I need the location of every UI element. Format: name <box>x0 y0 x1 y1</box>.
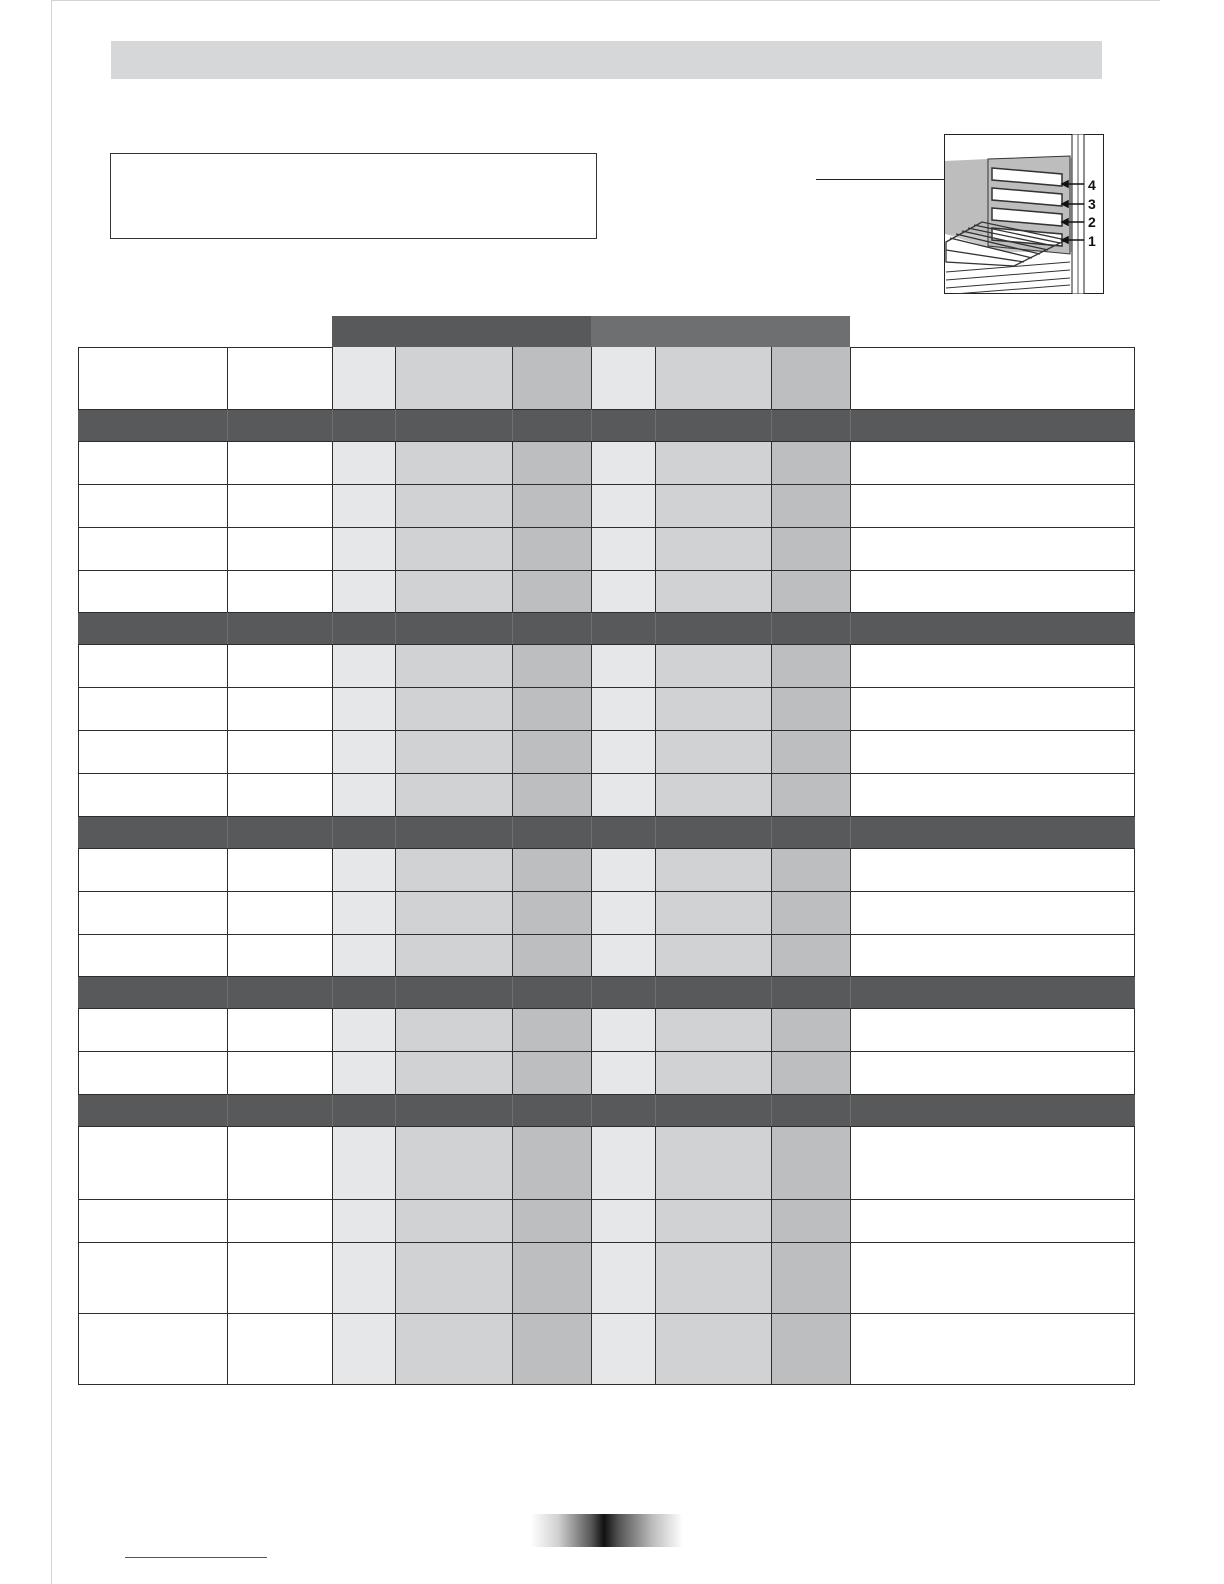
table-cell-8 <box>771 687 850 730</box>
table-cell-2 <box>227 891 332 934</box>
table-cell-4 <box>395 484 512 527</box>
table-cell-7 <box>655 1199 771 1242</box>
table-cell-8 <box>771 1199 850 1242</box>
table-cell-9 <box>850 1242 1135 1313</box>
section-cell-1 <box>78 409 227 441</box>
table-cell-6 <box>591 730 655 773</box>
table-row <box>78 934 1135 976</box>
section-cell-6 <box>591 816 655 848</box>
section-cell-8 <box>771 1094 850 1126</box>
table-cell-2 <box>227 848 332 891</box>
table-cell-9 <box>850 570 1135 612</box>
table-cell-8 <box>771 527 850 570</box>
table-row <box>78 527 1135 570</box>
table-cell-1 <box>78 1242 227 1313</box>
table-row <box>78 1126 1135 1199</box>
table-cell-1 <box>78 1199 227 1242</box>
table-cell-2 <box>227 1242 332 1313</box>
column-group-header-2 <box>591 316 850 348</box>
table-row <box>78 1008 1135 1051</box>
table-cell-4 <box>395 730 512 773</box>
table-cell-1 <box>78 934 227 976</box>
table-cell-5 <box>512 730 591 773</box>
table-cell-9 <box>850 1008 1135 1051</box>
table-cell-3 <box>332 570 395 612</box>
table-cell-3 <box>332 891 395 934</box>
section-cell-8 <box>771 976 850 1008</box>
table-cell-2 <box>227 730 332 773</box>
section-cell-4 <box>395 816 512 848</box>
table-cell-9 <box>850 773 1135 816</box>
shelf-label-2: 2 <box>1088 214 1096 230</box>
table-cell-2 <box>227 934 332 976</box>
table-cell-4 <box>395 848 512 891</box>
table-cell-5 <box>512 1242 591 1313</box>
oven-shelf-diagram <box>944 134 1104 294</box>
section-cell-6 <box>591 409 655 441</box>
table-cell-9 <box>850 441 1135 484</box>
table-cell-6 <box>591 1008 655 1051</box>
table-cell-3 <box>332 484 395 527</box>
table-cell-4 <box>395 891 512 934</box>
table-cell-1 <box>78 1126 227 1199</box>
table-cell-3 <box>332 527 395 570</box>
table-cell-3 <box>332 773 395 816</box>
page-top-edge <box>52 0 1160 1</box>
page-left-edge <box>51 0 52 1584</box>
section-cell-6 <box>591 1094 655 1126</box>
table-cell-8 <box>771 1126 850 1199</box>
table-cell-1 <box>78 1051 227 1094</box>
table-cell-8 <box>771 484 850 527</box>
table-row <box>78 1199 1135 1242</box>
table-cell-8 <box>771 441 850 484</box>
table-cell-9 <box>850 891 1135 934</box>
table-cell-7 <box>655 441 771 484</box>
table-cell-8 <box>771 1008 850 1051</box>
table-cell-4 <box>395 1313 512 1384</box>
table-cell-4 <box>395 934 512 976</box>
table-cell-5 <box>512 1126 591 1199</box>
table-cell-6 <box>591 570 655 612</box>
header-cell-5 <box>512 347 591 409</box>
table-row <box>78 687 1135 730</box>
table-cell-8 <box>771 1242 850 1313</box>
shelf-label-4: 4 <box>1088 177 1096 193</box>
table-cell-5 <box>512 644 591 687</box>
section-cell-3 <box>332 816 395 848</box>
table-cell-1 <box>78 527 227 570</box>
section-band-2 <box>78 612 1135 644</box>
table-cell-2 <box>227 1126 332 1199</box>
table-cell-2 <box>227 441 332 484</box>
table-cell-9 <box>850 1199 1135 1242</box>
table-cell-7 <box>655 773 771 816</box>
intro-text-box <box>110 153 597 239</box>
table-cell-3 <box>332 1008 395 1051</box>
section-cell-9 <box>850 816 1135 848</box>
table-cell-6 <box>591 1242 655 1313</box>
section-cell-1 <box>78 976 227 1008</box>
table-cell-7 <box>655 730 771 773</box>
section-cell-8 <box>771 409 850 441</box>
table-cell-1 <box>78 1008 227 1051</box>
table-cell-7 <box>655 934 771 976</box>
table-cell-5 <box>512 484 591 527</box>
table-cell-6 <box>591 1313 655 1384</box>
table-cell-5 <box>512 1051 591 1094</box>
section-cell-9 <box>850 409 1135 441</box>
table-cell-3 <box>332 441 395 484</box>
table-cell-8 <box>771 644 850 687</box>
table-cell-6 <box>591 1199 655 1242</box>
section-cell-4 <box>395 1094 512 1126</box>
table-cell-5 <box>512 1313 591 1384</box>
table-cell-1 <box>78 441 227 484</box>
table-cell-9 <box>850 687 1135 730</box>
table-cell-2 <box>227 1313 332 1384</box>
table-row <box>78 570 1135 612</box>
table-cell-2 <box>227 687 332 730</box>
table-cell-9 <box>850 1126 1135 1199</box>
table-cell-8 <box>771 934 850 976</box>
table-cell-7 <box>655 687 771 730</box>
table-cell-4 <box>395 527 512 570</box>
column-group-header-1 <box>332 316 591 348</box>
page-number-bar <box>531 1514 683 1547</box>
section-cell-5 <box>512 976 591 1008</box>
section-cell-2 <box>227 816 332 848</box>
table-cell-7 <box>655 1313 771 1384</box>
table-cell-2 <box>227 773 332 816</box>
table-cell-5 <box>512 1199 591 1242</box>
table-cell-7 <box>655 1126 771 1199</box>
table-cell-4 <box>395 1051 512 1094</box>
section-cell-3 <box>332 1094 395 1126</box>
table-row <box>78 891 1135 934</box>
table-cell-3 <box>332 687 395 730</box>
section-cell-4 <box>395 976 512 1008</box>
section-cell-5 <box>512 409 591 441</box>
header-cell-8 <box>771 347 850 409</box>
table-cell-4 <box>395 1242 512 1313</box>
table-cell-3 <box>332 1313 395 1384</box>
table-cell-9 <box>850 1313 1135 1384</box>
section-cell-3 <box>332 612 395 644</box>
section-cell-2 <box>227 612 332 644</box>
section-cell-9 <box>850 612 1135 644</box>
table-cell-1 <box>78 484 227 527</box>
cooking-table <box>78 347 1135 1385</box>
table-cell-2 <box>227 527 332 570</box>
table-cell-5 <box>512 848 591 891</box>
table-cell-3 <box>332 730 395 773</box>
table-cell-6 <box>591 527 655 570</box>
table-cell-4 <box>395 687 512 730</box>
section-cell-4 <box>395 409 512 441</box>
table-cell-2 <box>227 1008 332 1051</box>
section-band-4 <box>78 976 1135 1008</box>
table-cell-4 <box>395 570 512 612</box>
table-cell-8 <box>771 730 850 773</box>
table-cell-6 <box>591 1126 655 1199</box>
header-cell-9 <box>850 347 1135 409</box>
section-band-3 <box>78 816 1135 848</box>
table-cell-1 <box>78 730 227 773</box>
table-cell-6 <box>591 891 655 934</box>
table-cell-1 <box>78 570 227 612</box>
table-cell-2 <box>227 1199 332 1242</box>
table-cell-7 <box>655 570 771 612</box>
table-cell-5 <box>512 527 591 570</box>
section-cell-5 <box>512 816 591 848</box>
table-cell-8 <box>771 891 850 934</box>
table-row <box>78 773 1135 816</box>
section-cell-5 <box>512 1094 591 1126</box>
table-cell-2 <box>227 570 332 612</box>
table-cell-3 <box>332 644 395 687</box>
table-cell-4 <box>395 773 512 816</box>
section-cell-9 <box>850 976 1135 1008</box>
table-cell-7 <box>655 484 771 527</box>
table-cell-5 <box>512 773 591 816</box>
section-cell-2 <box>227 409 332 441</box>
footer-link-underline[interactable] <box>125 1557 267 1558</box>
table-cell-6 <box>591 848 655 891</box>
table-cell-1 <box>78 891 227 934</box>
section-cell-1 <box>78 612 227 644</box>
table-row <box>78 484 1135 527</box>
oven-interior-illustration <box>944 134 1104 294</box>
table-cell-9 <box>850 527 1135 570</box>
table-cell-7 <box>655 1008 771 1051</box>
table-cell-8 <box>771 1051 850 1094</box>
section-cell-6 <box>591 612 655 644</box>
table-cell-9 <box>850 644 1135 687</box>
header-cell-6 <box>591 347 655 409</box>
section-cell-9 <box>850 1094 1135 1126</box>
table-cell-6 <box>591 687 655 730</box>
table-cell-5 <box>512 441 591 484</box>
table-cell-4 <box>395 644 512 687</box>
table-cell-5 <box>512 891 591 934</box>
section-cell-7 <box>655 612 771 644</box>
table-cell-2 <box>227 644 332 687</box>
header-cell-7 <box>655 347 771 409</box>
table-cell-3 <box>332 1051 395 1094</box>
table-cell-7 <box>655 1051 771 1094</box>
table-cell-3 <box>332 1126 395 1199</box>
table-cell-6 <box>591 934 655 976</box>
table-cell-5 <box>512 1008 591 1051</box>
table-row <box>78 1313 1135 1384</box>
section-cell-2 <box>227 976 332 1008</box>
table-cell-4 <box>395 441 512 484</box>
table-cell-8 <box>771 1313 850 1384</box>
table-cell-3 <box>332 1242 395 1313</box>
table-row <box>78 730 1135 773</box>
table-cell-3 <box>332 848 395 891</box>
header-cell-3 <box>332 347 395 409</box>
table-cell-1 <box>78 848 227 891</box>
table-cell-8 <box>771 570 850 612</box>
section-cell-7 <box>655 409 771 441</box>
table-row <box>78 644 1135 687</box>
table-cell-6 <box>591 484 655 527</box>
section-cell-1 <box>78 816 227 848</box>
section-cell-6 <box>591 976 655 1008</box>
section-band-5 <box>78 1094 1135 1126</box>
table-cell-7 <box>655 1242 771 1313</box>
table-cell-6 <box>591 1051 655 1094</box>
table-cell-9 <box>850 1051 1135 1094</box>
section-cell-5 <box>512 612 591 644</box>
table-cell-9 <box>850 848 1135 891</box>
table-row <box>78 848 1135 891</box>
section-cell-8 <box>771 612 850 644</box>
table-cell-1 <box>78 644 227 687</box>
section-cell-4 <box>395 612 512 644</box>
table-cell-1 <box>78 773 227 816</box>
table-cell-7 <box>655 527 771 570</box>
table-cell-4 <box>395 1199 512 1242</box>
table-cell-1 <box>78 1313 227 1384</box>
table-row <box>78 441 1135 484</box>
table-row <box>78 1051 1135 1094</box>
table-cell-5 <box>512 570 591 612</box>
table-cell-9 <box>850 484 1135 527</box>
table-cell-1 <box>78 687 227 730</box>
table-row <box>78 1242 1135 1313</box>
table-cell-2 <box>227 1051 332 1094</box>
table-cell-3 <box>332 1199 395 1242</box>
section-cell-7 <box>655 976 771 1008</box>
table-header-row <box>78 347 1135 409</box>
table-cell-9 <box>850 934 1135 976</box>
table-cell-8 <box>771 773 850 816</box>
table-cell-6 <box>591 441 655 484</box>
table-cell-7 <box>655 644 771 687</box>
shelf-label-3: 3 <box>1088 196 1096 212</box>
header-cell-4 <box>395 347 512 409</box>
table-cell-5 <box>512 934 591 976</box>
section-cell-7 <box>655 816 771 848</box>
table-cell-7 <box>655 848 771 891</box>
header-cell-1 <box>78 347 227 409</box>
section-cell-2 <box>227 1094 332 1126</box>
section-cell-1 <box>78 1094 227 1126</box>
section-band-1 <box>78 409 1135 441</box>
header-cell-2 <box>227 347 332 409</box>
table-cell-2 <box>227 484 332 527</box>
shelf-label-1: 1 <box>1088 233 1096 249</box>
table-cell-3 <box>332 934 395 976</box>
table-cell-6 <box>591 773 655 816</box>
title-bar <box>111 41 1102 79</box>
table-cell-4 <box>395 1126 512 1199</box>
table-cell-6 <box>591 644 655 687</box>
table-cell-8 <box>771 848 850 891</box>
section-cell-8 <box>771 816 850 848</box>
table-cell-4 <box>395 1008 512 1051</box>
table-cell-9 <box>850 730 1135 773</box>
section-cell-3 <box>332 409 395 441</box>
section-cell-3 <box>332 976 395 1008</box>
table-cell-7 <box>655 891 771 934</box>
table-cell-5 <box>512 687 591 730</box>
section-cell-7 <box>655 1094 771 1126</box>
